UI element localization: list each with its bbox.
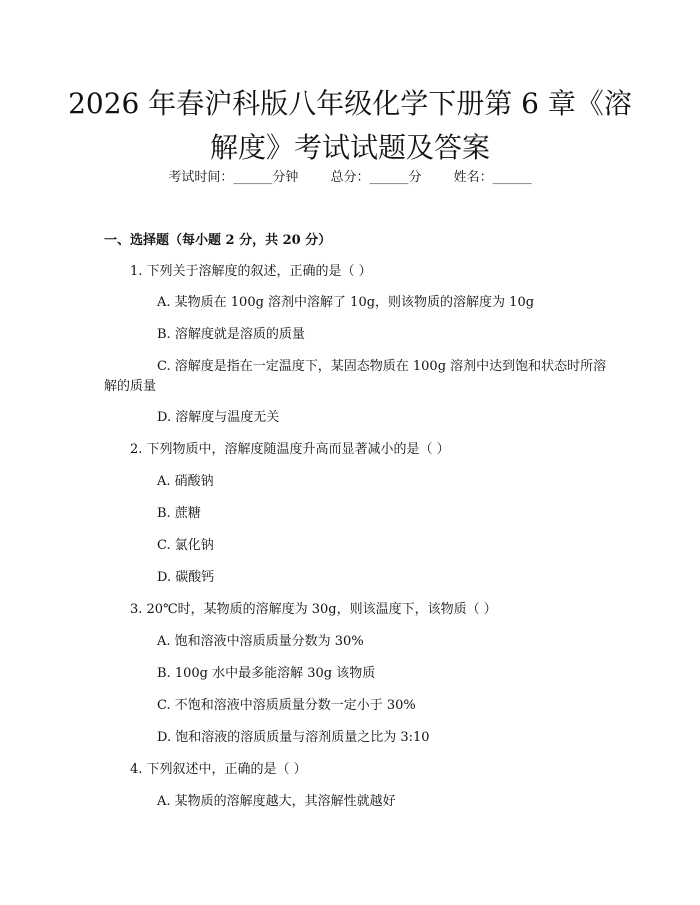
question-3-option-a: A. 饱和溶液中溶质质量分数为 30%	[157, 634, 364, 649]
exam-info	[0, 168, 700, 188]
question-2-option-d: D. 碳酸钙	[157, 570, 215, 585]
total-score-field: 总分：______分	[330, 170, 422, 185]
question-2-option-a: A. 硝酸钠	[157, 474, 214, 489]
question-3-stem: 3. 20℃时，某物质的溶解度为 30g，则该温度下，该物质（ ）	[130, 602, 497, 617]
exam-time-field: 考试时间：______分钟	[168, 170, 299, 185]
question-4-stem: 4. 下列叙述中，正确的是（ ）	[130, 762, 307, 777]
section-heading: 一、选择题（每小题 2 分，共 20 分）	[104, 233, 332, 248]
question-2-option-c: C. 氯化钠	[157, 538, 214, 553]
question-3-option-d: D. 饱和溶液的溶质质量与溶剂质量之比为 3:10	[157, 730, 430, 745]
question-1-option-c: C. 溶解度是指在一定温度下，某固态物质在 100g 溶剂中达到饱和状态时所溶解的质量	[104, 359, 607, 394]
question-1-option-b: B. 溶解度就是溶质的质量	[157, 327, 305, 342]
question-4-option-a: A. 某物质的溶解度越大，其溶解性就越好	[157, 794, 396, 809]
question-1-option-a: A. 某物质在 100g 溶剂中溶解了 10g，则该物质的溶解度为 10g	[157, 295, 535, 310]
question-3-option-b: B. 100g 水中最多能溶解 30g 该物质	[157, 666, 376, 681]
question-1-stem: 1. 下列关于溶解度的叙述，正确的是（ ）	[130, 264, 372, 279]
document-title: 2026 年春沪科版八年级化学下册第 6 章《溶解度》考试试题及答案	[68, 87, 632, 164]
question-1-option-d: D. 溶解度与温度无关	[157, 410, 280, 425]
question-2-option-b: B. 蔗糖	[157, 506, 201, 521]
student-name-field: 姓名：______	[453, 170, 532, 185]
question-3-option-c: C. 不饱和溶液中溶质质量分数一定小于 30%	[157, 698, 416, 713]
question-2-stem: 2. 下列物质中，溶解度随温度升高而显著减小的是（ ）	[130, 442, 450, 457]
